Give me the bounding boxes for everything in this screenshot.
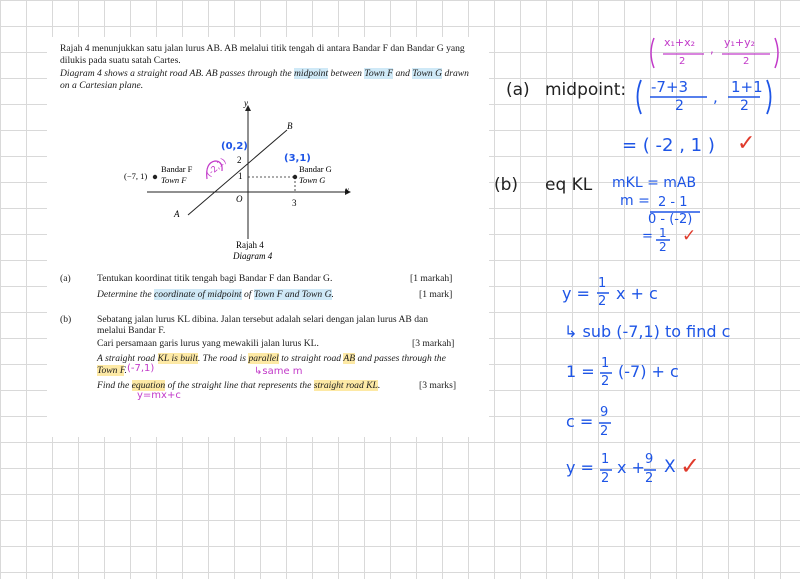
final-lhs: y = [566,458,594,477]
part-a-number: (a) [60,273,71,284]
part-b-malay-line2: melalui Bandar F. [97,325,166,336]
part-b-en-part: of the straight line that represents the [165,380,314,391]
part-b-english-marks: [3 marks] [419,380,457,391]
check-icon: ✓ [682,226,697,246]
gradient-denominator: 0 - (-2) [648,212,693,227]
part-b-en-part: Find the [97,380,132,391]
intro-en-part: between [328,68,365,79]
step1-rhs: x + c [616,284,658,303]
part-b-en-part: . [377,380,381,391]
step2-substitute-note: ↳ sub (-7,1) to find c [564,322,731,341]
working-eq-kl: eq KL [545,175,593,195]
part-b-en-part: to straight road [278,353,344,364]
highlight-ab: AB [343,353,356,364]
part-a-en-part: of [241,289,254,300]
step4-lhs: c = [566,412,594,431]
part-a-en-part: . [331,289,334,300]
step1-lhs: y = [562,284,590,303]
x-tick-3: 3 [292,198,297,208]
part-b-malay-marks: [3 markah] [412,338,455,349]
check-icon: ✓ [737,131,756,156]
origin-label: O [236,194,243,204]
point-b-label: B [287,121,293,131]
part-b-malay-line3: Cari persamaan garis lurus yang mewakili jalan lurus KL. [97,338,319,349]
annotation-town-f-coordinate: (-7,1) [127,363,155,374]
step4-denominator: 2 [600,424,609,439]
final-x-plus: x + [617,458,645,477]
town-g-english-label: Town G [299,175,326,185]
intro-en-part: drawn on a Cartesian plane. [60,68,469,91]
highlight-coordinate-midpoint: coordinate of midpoint [154,289,242,300]
highlight-equation: equation [131,380,166,391]
y-tick-1: 1 [238,171,243,181]
town-f-english-label: Town F [161,175,187,185]
check-icon: ✓ [680,452,701,480]
highlight-midpoint: midpoint [294,68,329,79]
part-b-en-part: . The road is [197,353,249,364]
part-a-malay-marks: [1 markah] [410,273,453,284]
gradient-half-equals: = [642,229,653,244]
x-axis-label: x [345,185,349,195]
highlight-kl-built: KL is built [157,353,198,364]
formula-comma: , [710,42,714,56]
midpoint-left-paren [638,80,642,114]
final-numerator-1: 1 [601,452,610,467]
mid-x-denominator: 2 [675,98,684,114]
y-axis-label: y [244,98,248,108]
part-b-number: (b) [60,314,72,325]
gradient-m-equals: m = [620,193,650,209]
step1-denominator: 2 [598,294,607,309]
highlight-town-f-g: Town F and Town G [253,289,332,300]
point-a-label: A [174,209,180,219]
town-f-malay-label: Bandar F [161,164,193,174]
midpoint-result: = ( -2 , 1 ) [622,135,715,156]
town-f-coordinate: (−7, 1) [124,171,148,181]
intro-en-part: Diagram 4 shows a straight road AB. AB passes through the [60,68,294,79]
gradient-equality: mKL = mAB [612,175,697,191]
formula-x-numerator: x₁+x₂ [664,36,696,49]
diagram-caption-english: Diagram 4 [233,251,273,261]
highlight-town-f-b: Town F [97,365,125,376]
mid-y-numerator: 1+1 [731,78,763,96]
annotation-line-equation-form: y=mx+c [137,390,181,401]
step3-lhs: 1 = [566,362,595,381]
mid-y-denominator: 2 [740,98,749,114]
formula-right-paren [775,38,778,68]
annotation-midpoint-m2-1: (-2,1) [204,156,229,180]
highlight-straight-road-kl: straight road KL [313,380,378,391]
mid-x-numerator: -7+3 [651,78,689,96]
final-denominator-1: 2 [601,471,610,486]
step1-numerator: 1 [598,276,607,291]
part-a-en-part: Determine the [97,289,155,300]
town-g-malay-label: Bandar G [299,164,332,174]
step3-denominator: 2 [601,374,610,389]
y-tick-2: 2 [237,155,242,165]
formula-y-denominator: 2 [743,56,750,67]
mid-comma: , [713,88,718,106]
step4-numerator: 9 [600,405,609,420]
working-label-a: (a) [506,80,530,100]
part-b-en-part: and passes through the [355,353,446,364]
part-a-malay: Tentukan koordinat titik tengah bagi Bandar F dan Bandar G. [97,273,333,284]
formula-x-denominator: 2 [679,56,686,67]
step3-numerator: 1 [601,356,610,371]
annotation-point-0-2: (0,2) [221,141,248,152]
midpoint-right-paren [767,80,771,114]
part-b-en-part: A straight road [97,353,158,364]
working-label-b: (b) [494,175,519,195]
part-b-malay-line1: Sebatang jalan lurus KL dibina. Jalan tersebut adalah selari dengan jalan lurus AB dan [97,314,429,325]
part-b-en-part: . [124,365,127,376]
annotation-same-gradient: ↳same m [254,366,303,377]
final-numerator-2: 9 [645,452,654,467]
annotation-point-3-1: (3,1) [284,153,311,164]
step3-rhs: (-7) + c [618,362,679,381]
intro-malay-text: Rajah 4 menunjukkan satu jalan lurus AB. AB melalui titik tengah di antara Bandar F dan Bandar G yang dilukis pada suatu satah Cartes. [60,43,465,66]
intro-en-part: and [393,68,413,79]
gradient-half-denominator: 2 [659,240,667,254]
working-midpoint-label: midpoint: [545,80,627,100]
final-denominator-2: 2 [645,471,654,486]
gradient-numerator: 2 - 1 [658,195,688,210]
part-a-english-marks: [1 mark] [419,289,453,300]
formula-left-paren [651,38,654,68]
highlight-parallel: parallel [248,353,279,364]
gradient-half-numerator: 1 [659,226,667,240]
final-cross-mark: X [664,457,676,477]
highlight-town-f: Town F [364,68,394,79]
formula-y-numerator: y₁+y₂ [724,36,756,49]
diagram-caption-malay: Rajah 4 [236,240,264,250]
highlight-town-g: Town G [412,68,443,79]
